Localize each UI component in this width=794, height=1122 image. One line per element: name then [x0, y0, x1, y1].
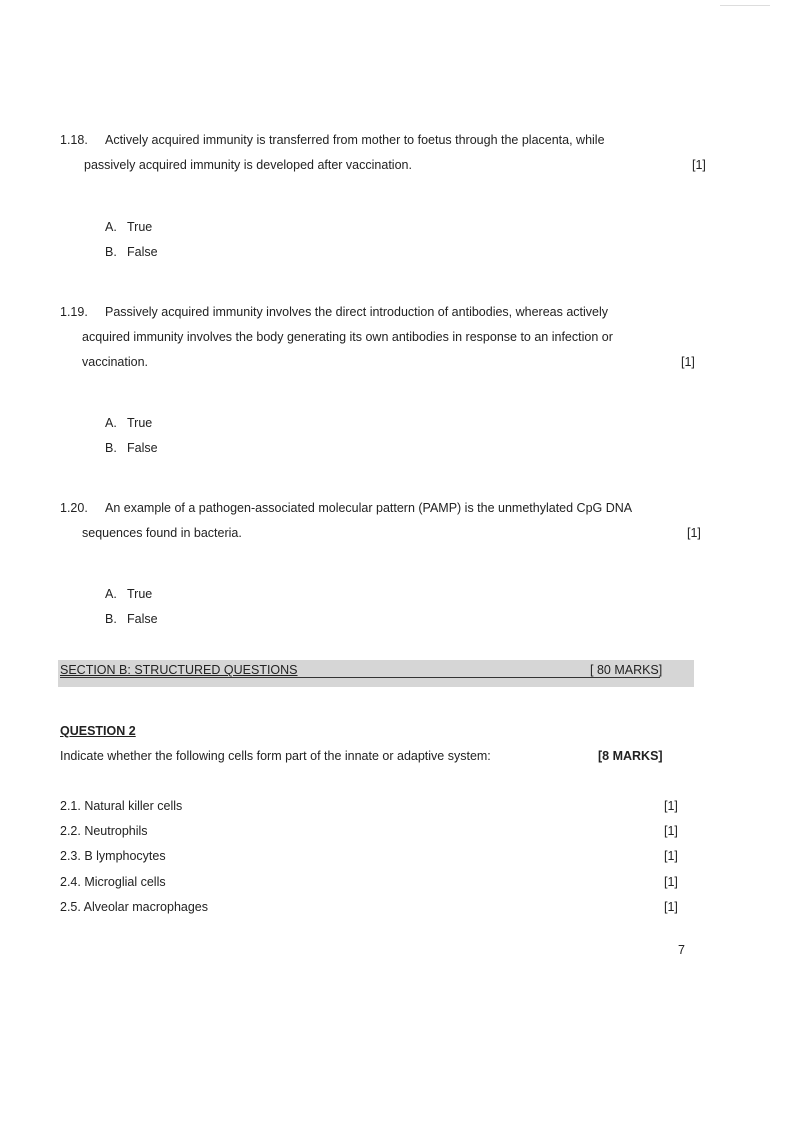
option-true[interactable]: True — [127, 587, 153, 601]
list-item: 2.5. Alveolar macrophages — [60, 900, 209, 914]
question-marks: [1] — [687, 526, 701, 540]
list-item: 2.1. Natural killer cells — [60, 799, 183, 813]
question-text: Actively acquired immunity is transferred from mother to foetus through the placenta, while — [105, 133, 605, 147]
item-marks: [1] — [664, 824, 678, 838]
question-text: vaccination. — [82, 355, 149, 369]
scan-mark — [720, 5, 770, 6]
question-heading: QUESTION 2 — [60, 724, 136, 738]
page-number: 7 — [678, 943, 685, 957]
list-item: 2.3. B lymphocytes — [60, 849, 166, 863]
question-text: An example of a pathogen-associated molecular pattern (PAMP) is the unmethylated CpG DNA — [105, 501, 633, 515]
question-text: acquired immunity involves the body generating its own antibodies in response to an infection or — [82, 330, 613, 344]
section-marks: [ 80 MARKS] — [590, 663, 663, 677]
question-text: Passively acquired immunity involves the direct introduction of antibodies, whereas actively — [105, 305, 609, 319]
option-false[interactable]: False — [127, 612, 158, 626]
item-marks: [1] — [664, 900, 678, 914]
question-text: sequences found in bacteria. — [82, 526, 242, 540]
option-true[interactable]: True — [127, 220, 153, 234]
option-letter: B. — [105, 441, 117, 455]
option-false[interactable]: False — [127, 245, 158, 259]
option-false[interactable]: False — [127, 441, 158, 455]
item-marks: [1] — [664, 849, 678, 863]
section-title: SECTION B: STRUCTURED QUESTIONS — [60, 663, 298, 677]
question-marks: [1] — [692, 158, 706, 172]
question-instruction: Indicate whether the following cells form part of the innate or adaptive system: — [60, 749, 491, 763]
question-marks: [1] — [681, 355, 695, 369]
list-item: 2.2. Neutrophils — [60, 824, 148, 838]
question-text: passively acquired immunity is developed after vaccination. — [84, 158, 412, 172]
question-number: 1.19. — [60, 305, 88, 319]
question-marks: [8 MARKS] — [598, 749, 663, 763]
option-letter: A. — [105, 416, 117, 430]
question-number: 1.18. — [60, 133, 88, 147]
option-letter: B. — [105, 245, 117, 259]
option-letter: A. — [105, 220, 117, 234]
item-marks: [1] — [664, 875, 678, 889]
option-true[interactable]: True — [127, 416, 153, 430]
list-item: 2.4. Microglial cells — [60, 875, 166, 889]
question-number: 1.20. — [60, 501, 88, 515]
option-letter: A. — [105, 587, 117, 601]
section-underline — [60, 677, 660, 678]
option-letter: B. — [105, 612, 117, 626]
section-header — [58, 660, 694, 687]
item-marks: [1] — [664, 799, 678, 813]
